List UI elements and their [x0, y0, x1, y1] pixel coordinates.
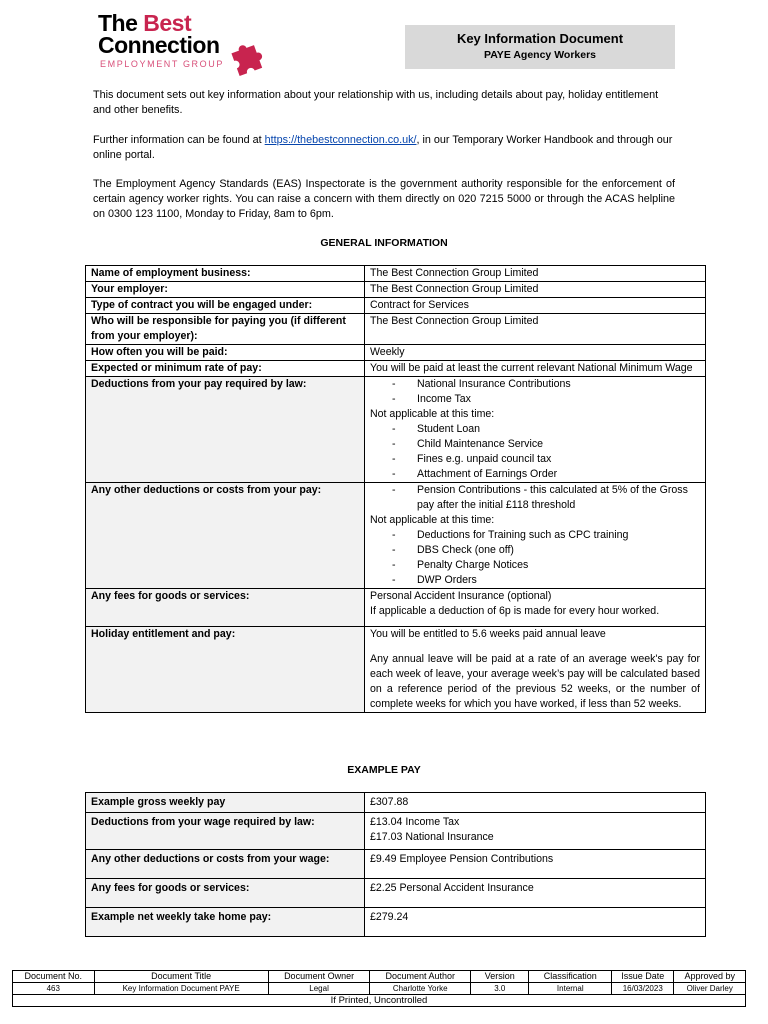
row-label: Type of contract you will be engaged under: — [86, 298, 365, 314]
list-item: - Child Maintenance Service — [370, 437, 700, 452]
footer-value-row — [13, 983, 746, 995]
row-value: The Best Connection Group Limited — [365, 282, 706, 298]
row-value: The Best Connection Group Limited — [365, 266, 706, 282]
logo-text-main: Connection — [98, 32, 220, 58]
row-value: Weekly — [365, 345, 706, 361]
general-information-table — [85, 265, 706, 713]
list-item: - Fines e.g. unpaid council tax — [370, 452, 700, 467]
footer-header-row — [13, 971, 746, 983]
table-row — [86, 627, 706, 713]
row-value: £307.88 — [365, 793, 706, 813]
not-applicable-label: Not applicable at this time: — [370, 514, 495, 526]
document-control-footer — [12, 970, 746, 1007]
list-item: - Deductions for Training such as CPC training — [370, 528, 700, 543]
table-row — [86, 345, 706, 361]
table-row — [86, 377, 706, 483]
row-value: The Best Connection Group Limited — [365, 314, 706, 345]
footer-header-cell: Version — [471, 971, 529, 983]
row-label: Any other deductions or costs from your pay: — [86, 483, 365, 589]
table-row — [86, 298, 706, 314]
not-applicable-label: Not applicable at this time: — [370, 408, 495, 420]
document-header — [405, 25, 675, 69]
row-value: £279.24 — [365, 908, 706, 937]
document-subtitle: PAYE Agency Workers — [483, 49, 597, 61]
row-value: You will be entitled to 5.6 weeks paid annual leave Any annual leave will be paid at a rate of an average week's pay for each week of leave, your average week’s pay will be calculated based on a reference period of the previous 52 weeks, or the number of complete weeks for which you have worked, if less than 52 weeks. — [365, 627, 706, 713]
row-value: £9.49 Employee Pension Contributions — [365, 850, 706, 879]
row-label: Example net weekly take home pay: — [86, 908, 365, 937]
website-link[interactable]: https://thebestconnection.co.uk/ — [264, 134, 417, 146]
footer-note-row — [13, 995, 746, 1007]
example-pay-table — [85, 792, 706, 937]
footer-value-cell: 463 — [13, 983, 95, 995]
uncontrolled-note: If Printed, Uncontrolled — [13, 995, 746, 1007]
row-label: Deductions from your pay required by law: — [86, 377, 365, 483]
list-item: - Pension Contributions - this calculated at 5% of the Gross pay after the initial £118 threshold — [370, 483, 700, 513]
row-label: Deductions from your wage required by law: — [86, 813, 365, 850]
footer-value-cell: Legal — [268, 983, 370, 995]
table-row — [86, 813, 706, 850]
list-item: - Income Tax — [370, 392, 700, 407]
table-row — [86, 793, 706, 813]
row-label: Who will be responsible for paying you (if different from your employer): — [86, 314, 365, 345]
table-row — [86, 266, 706, 282]
row-value: £2.25 Personal Accident Insurance — [365, 879, 706, 908]
row-value — [365, 483, 706, 589]
company-logo — [98, 10, 273, 80]
row-value — [365, 377, 706, 483]
footer-header-cell: Approved by — [674, 971, 746, 983]
footer-header-cell: Document Title — [94, 971, 268, 983]
list-item: - DWP Orders — [370, 573, 700, 588]
intro-paragraph-2: Further information can be found at https://thebestconnection.co.uk/, in our Temporary Worker Handbook and through our online portal. — [93, 134, 673, 161]
footer-header-cell: Document Owner — [268, 971, 370, 983]
list-item: - Penalty Charge Notices — [370, 558, 700, 573]
row-value: You will be paid at least the current relevant National Minimum Wage — [365, 361, 706, 377]
example-pay-heading: EXAMPLE PAY — [347, 764, 421, 776]
row-label: Any fees for goods or services: — [86, 879, 365, 908]
row-label: How often you will be paid: — [86, 345, 365, 361]
footer-header-cell: Document Author — [370, 971, 471, 983]
table-row — [86, 314, 706, 345]
row-value: Personal Accident Insurance (optional) If applicable a deduction of 6p is made for every hour worked. — [365, 589, 706, 627]
intro-paragraph-1: This document sets out key information about your relationship with us, including details about pay, holiday entitlement and other benefits. — [93, 89, 659, 116]
general-information-heading: GENERAL INFORMATION — [320, 237, 448, 249]
list-item: - Student Loan — [370, 422, 700, 437]
table-row — [86, 483, 706, 589]
intro-paragraph-3: The Employment Agency Standards (EAS) Inspectorate is the government authority responsible for the enforcement of certain agency worker rights. You can raise a concern with them directly on 020 7215 5000 or through the ACAS helpline on 0300 123 1100, Monday to Friday, 8am to 6pm. — [93, 178, 675, 220]
list-item: - DBS Check (one off) — [370, 543, 700, 558]
table-row — [86, 879, 706, 908]
footer-value-cell: Oliver Darley — [674, 983, 746, 995]
row-label: Name of employment business: — [86, 266, 365, 282]
table-row — [86, 589, 706, 627]
footer-header-cell: Classification — [529, 971, 612, 983]
logo-tagline: EMPLOYMENT GROUP — [100, 59, 224, 69]
puzzle-piece-icon — [228, 38, 268, 78]
row-value: £13.04 Income Tax £17.03 National Insurance — [365, 813, 706, 850]
list-item: - National Insurance Contributions — [370, 377, 700, 392]
row-value: Contract for Services — [365, 298, 706, 314]
row-label: Your employer: — [86, 282, 365, 298]
table-row — [86, 282, 706, 298]
row-label: Expected or minimum rate of pay: — [86, 361, 365, 377]
row-label: Any other deductions or costs from your wage: — [86, 850, 365, 879]
table-row — [86, 850, 706, 879]
footer-value-cell: 16/03/2023 — [612, 983, 674, 995]
document-title: Key Information Document — [456, 31, 624, 46]
footer-header-cell: Issue Date — [612, 971, 674, 983]
row-label: Example gross weekly pay — [86, 793, 365, 813]
footer-value-cell: Key Information Document PAYE — [94, 983, 268, 995]
row-label: Any fees for goods or services: — [86, 589, 365, 627]
table-row — [86, 361, 706, 377]
row-label: Holiday entitlement and pay: — [86, 627, 365, 713]
list-item: - Attachment of Earnings Order — [370, 467, 700, 482]
footer-value-cell: 3.0 — [471, 983, 529, 995]
logo-text-top: The Best — [98, 10, 192, 36]
table-row — [86, 908, 706, 937]
footer-value-cell: Charlotte Yorke — [370, 983, 471, 995]
footer-header-cell: Document No. — [13, 971, 95, 983]
footer-value-cell: Internal — [529, 983, 612, 995]
